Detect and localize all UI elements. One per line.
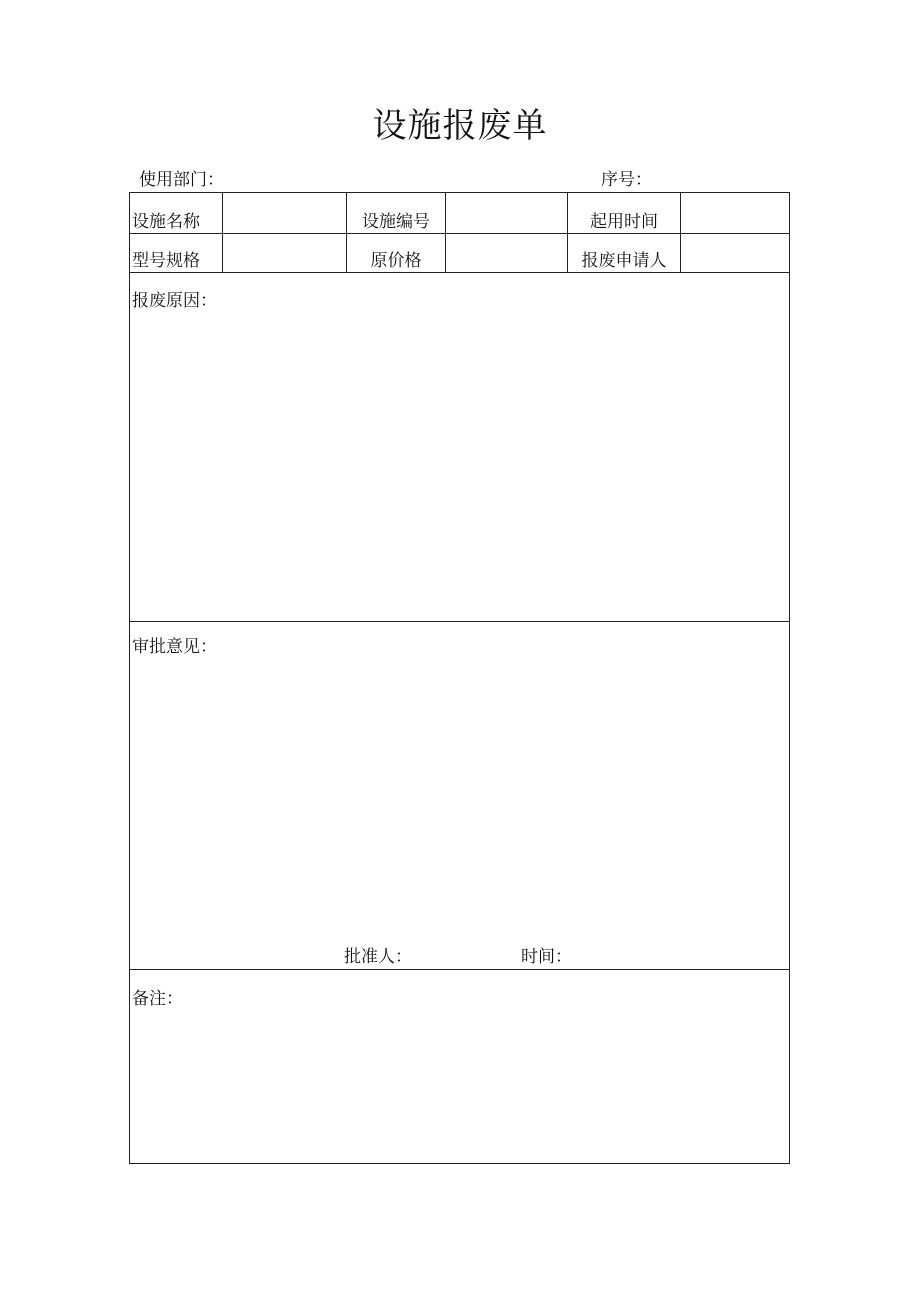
facility-name-label: 设施名称 — [130, 193, 223, 234]
remarks-section[interactable] — [130, 970, 789, 1163]
scrap-reason-label: 报废原因： — [132, 291, 217, 311]
approval-section[interactable] — [130, 622, 789, 970]
scrap-reason-section[interactable] — [130, 273, 789, 622]
page-title: 设施报废单 — [372, 106, 548, 146]
facility-number-label: 设施编号 — [347, 193, 446, 234]
serial-number-label: 序号： — [601, 170, 652, 190]
scrap-form-table — [129, 192, 790, 1164]
start-date-field[interactable] — [681, 193, 789, 234]
model-spec-label: 型号规格 — [130, 234, 223, 273]
remarks-label: 备注： — [132, 989, 183, 1009]
facility-number-field[interactable] — [446, 193, 568, 234]
department-label: 使用部门： — [139, 170, 224, 190]
approval-time-label: 时间： — [521, 947, 572, 967]
facility-name-field[interactable] — [223, 193, 347, 234]
applicant-label: 报废申请人 — [568, 234, 681, 273]
approver-label: 批准人： — [344, 947, 412, 967]
original-price-field[interactable] — [446, 234, 568, 273]
approval-opinion-label: 审批意见： — [132, 637, 217, 657]
start-date-label: 起用时间 — [568, 193, 681, 234]
model-spec-field[interactable] — [223, 234, 347, 273]
original-price-label: 原价格 — [347, 234, 446, 273]
applicant-field[interactable] — [681, 234, 789, 273]
